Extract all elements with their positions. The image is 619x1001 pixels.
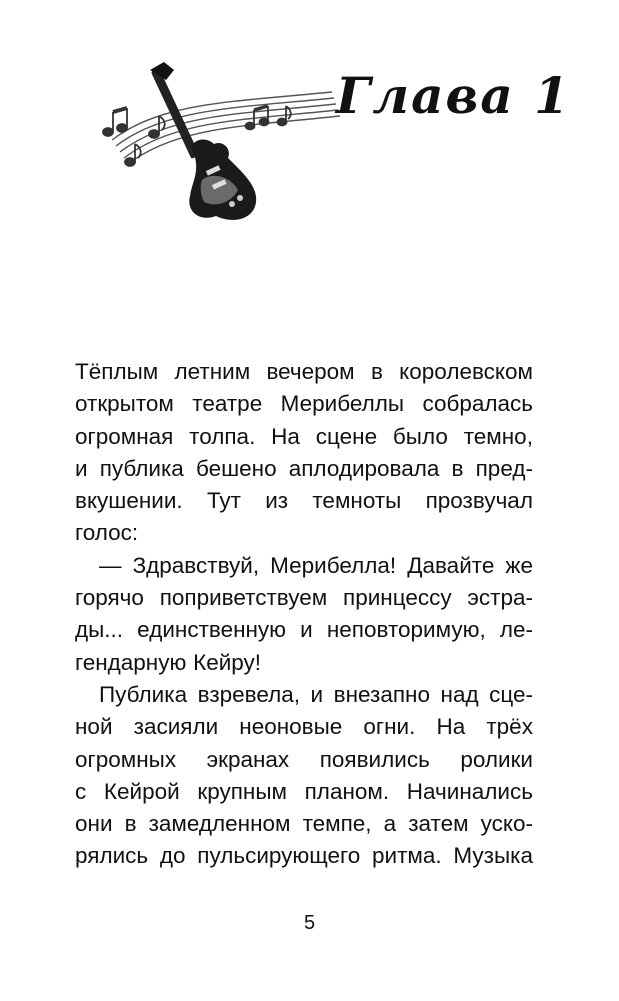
word: открытом [75, 391, 174, 417]
chapter-title: Глава 1 [336, 66, 571, 125]
word: Начинались [406, 778, 533, 804]
word: а [383, 811, 397, 837]
text-line [75, 517, 533, 549]
word: Кейрой [103, 778, 180, 804]
text-line [75, 356, 533, 388]
word: королевском [399, 359, 533, 384]
word: пульсирующего [197, 843, 361, 869]
text-line [75, 744, 533, 776]
page-number: 5 [303, 912, 316, 934]
word: же [505, 552, 533, 578]
word: Мерибелла! [270, 552, 397, 578]
text-line [75, 421, 533, 453]
word: огни. [363, 714, 416, 740]
word: На [436, 714, 466, 740]
word: взревела, [197, 681, 301, 707]
word: горячо [75, 585, 144, 611]
text-line [75, 614, 533, 646]
word: и [300, 617, 313, 643]
word: летним [174, 359, 251, 384]
word: ды... [75, 617, 124, 643]
word: трёх [486, 714, 533, 740]
text-line [75, 679, 533, 711]
word: огромных [75, 746, 177, 772]
word: неповторимую, [326, 617, 486, 643]
word: толпа. [189, 423, 256, 449]
word: до [159, 843, 186, 869]
word: Тут [206, 488, 241, 514]
word: Здравствуй, [132, 552, 260, 578]
word: ролики [460, 746, 533, 772]
text-line [75, 582, 533, 614]
text-line [75, 711, 533, 743]
word: было [392, 423, 448, 449]
text-line [75, 840, 533, 872]
word: сцене [315, 423, 378, 449]
word: сце- [489, 681, 533, 707]
word: из [265, 488, 289, 514]
word: рялись [75, 843, 149, 869]
word: крупным [197, 778, 287, 804]
word: ритма. [372, 843, 442, 869]
word: театре [192, 391, 263, 417]
word: вечером [266, 359, 355, 384]
word: планом. [304, 778, 390, 804]
text-line [75, 647, 533, 679]
text-line [75, 776, 533, 808]
word: в [124, 811, 137, 837]
word: затем [408, 811, 469, 837]
word: Кейру! [193, 649, 262, 675]
word: уско- [480, 811, 533, 837]
word: в [370, 359, 383, 384]
word: внезапно [333, 681, 430, 707]
word: с [75, 778, 87, 804]
word: темпе, [302, 811, 372, 837]
word: засияли [133, 714, 219, 740]
word: огромная [75, 423, 174, 449]
word: и [310, 681, 324, 707]
guitar-icon [150, 62, 256, 220]
word: появились [319, 746, 430, 772]
word: пред- [475, 455, 533, 481]
word: поприветствуем [159, 585, 328, 611]
word: бешено [195, 455, 277, 481]
word: аплодировала [288, 455, 440, 481]
word: замедленном [148, 811, 291, 837]
word: Музыка [453, 843, 533, 869]
word: ной [75, 714, 113, 740]
word: прозвучал [425, 488, 533, 514]
word: эстра- [467, 585, 533, 611]
word: они [75, 811, 113, 837]
word: ле- [499, 617, 533, 643]
word: принцессу [343, 585, 452, 611]
word: Тёплым [75, 359, 159, 384]
word: над [440, 681, 479, 707]
text-line [75, 485, 533, 517]
word: На [271, 423, 300, 449]
word: голос: [75, 520, 139, 546]
word: Мерибеллы [280, 391, 405, 417]
word: и [75, 455, 88, 481]
text-line [75, 808, 533, 840]
text-line [75, 550, 533, 582]
word: Публика [99, 681, 188, 707]
word: — [99, 552, 122, 578]
word: темно, [463, 423, 533, 449]
text-line [75, 388, 533, 420]
word: публика [99, 455, 184, 481]
word: неоновые [239, 714, 343, 740]
body-text [75, 356, 533, 873]
word: экранах [206, 746, 290, 772]
word: собралась [422, 391, 533, 417]
word: Давайте [407, 552, 495, 578]
word: темноты [312, 488, 402, 514]
word: гендарную [75, 649, 187, 675]
guitar-with-music-notes-icon [82, 62, 342, 232]
text-line [75, 453, 533, 485]
word: в [451, 455, 464, 481]
word: единственную [137, 617, 287, 643]
word: вкушении. [75, 488, 183, 514]
